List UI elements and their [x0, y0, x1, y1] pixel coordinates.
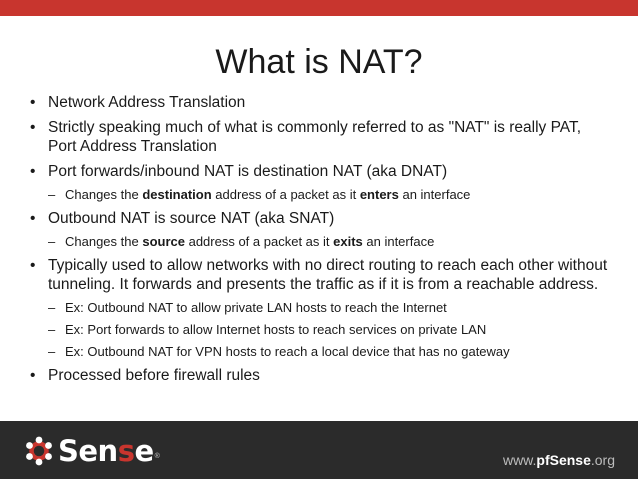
url-fragment: www. [502, 452, 537, 468]
pfsense-logo-icon [23, 435, 55, 467]
bullet-item [28, 209, 613, 228]
sub-bullet-text [65, 187, 470, 202]
sub-bullet-dash: – [48, 234, 56, 249]
top-accent-bar [0, 0, 638, 16]
registered-mark: ® [154, 453, 160, 460]
sub-bullet-item [28, 321, 613, 338]
bullet-dot: • [30, 367, 36, 384]
bullet-dot: • [30, 94, 36, 111]
bullet-item [28, 162, 613, 181]
bullet-dot: • [30, 119, 36, 136]
text-fragment: address of a packet as it [184, 234, 334, 249]
bullet-item [28, 256, 613, 294]
sub-bullet-text: Ex: Port forwards to allow Internet hosts to reach services on private LAN [65, 322, 487, 337]
sub-bullet-dash: – [48, 187, 56, 202]
sub-bullet-dash: – [48, 300, 56, 315]
url-brand: pfSense [536, 452, 591, 468]
bullet-text: Strictly speaking much of what is commonly referred to as "NAT" is really PAT, Port Address Translation [48, 119, 582, 155]
url-fragment: .org [590, 452, 615, 468]
bullet-dot: • [30, 163, 36, 180]
text-fragment: an interface [362, 234, 435, 249]
emphasis-text: exits [333, 234, 363, 249]
bullet-text: Port forwards/inbound NAT is destination NAT (aka DNAT) [48, 163, 448, 180]
pfsense-logo [23, 434, 160, 468]
emphasis-text: destination [142, 187, 212, 202]
sub-bullet-item [28, 343, 613, 360]
pfsense-logo-text [58, 434, 154, 468]
bullet-item [28, 366, 613, 385]
emphasis-text: enters [359, 187, 399, 202]
bullet-dot: • [30, 257, 36, 274]
emphasis-text: source [142, 234, 185, 249]
sub-bullet-item [28, 233, 613, 250]
text-fragment: an interface [398, 187, 471, 202]
sub-bullet-item [28, 299, 613, 316]
bullet-text: Processed before firewall rules [48, 367, 260, 384]
bullet-list [28, 93, 613, 391]
logo-text-fragment: e [134, 434, 154, 468]
bullet-dot: • [30, 210, 36, 227]
text-fragment: address of a packet as it [211, 187, 360, 202]
footer-bar [0, 421, 638, 479]
sub-bullet-text: Ex: Outbound NAT to allow private LAN hosts to reach the Internet [65, 300, 447, 315]
logo-accent-letter: s [117, 434, 135, 468]
bullet-item [28, 118, 613, 156]
slide-title: What is NAT? [215, 43, 423, 81]
logo-text-fragment: Sen [58, 434, 118, 468]
website-url [503, 452, 615, 468]
sub-bullet-item [28, 186, 613, 203]
text-fragment: Changes the [65, 234, 143, 249]
bullet-text: Typically used to allow networks with no direct routing to reach each other without tunneling. It forwards and presents the traffic as if it is from a reachable address. [48, 257, 608, 293]
bullet-item [28, 93, 613, 112]
sub-bullet-text: Ex: Outbound NAT for VPN hosts to reach a local device that has no gateway [65, 344, 510, 359]
text-fragment: Changes the [65, 187, 143, 202]
sub-bullet-dash: – [48, 322, 56, 337]
sub-bullet-dash: – [48, 344, 56, 359]
bullet-text: Outbound NAT is source NAT (aka SNAT) [48, 210, 335, 227]
bullet-text: Network Address Translation [48, 94, 246, 111]
sub-bullet-text [65, 234, 434, 249]
